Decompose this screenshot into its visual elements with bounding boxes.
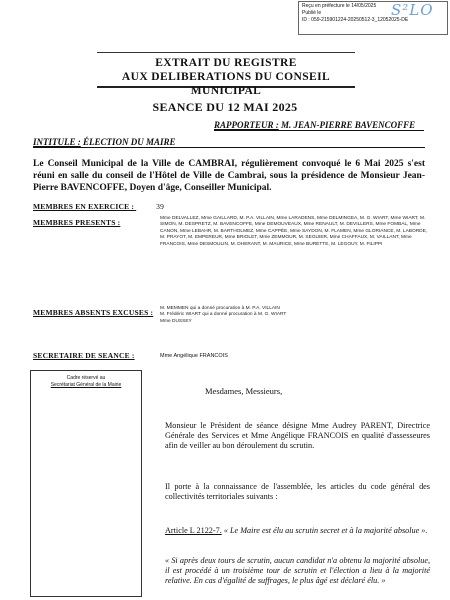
membres-absents-list (160, 306, 360, 325)
intitule-value: ÉLECTION DU MAIRE (83, 137, 176, 147)
membres-presents-list: Mme DELVALLEZ, Mme GAILLARD, M. P.A. VILLAIN, Mme LARADENS, Mme DELMINGEA, M. G. WIART, Mme WIART, M. SIMON, M. DESPRETZ, M. BAVENCOFFE, Mme DEMOUVEAUX, Mme RENAULT, M. DEVILLERS, Mme FOMBAL, Mme CANON, Mme LEBAHR, M. BARTHOLMEZ, Mme CAPPÉE, Mme SAYDON, M. FLAMEN, Mme GLORIANCE, M. LABORDE, M. PRAYOT, M. EMPEREUR, Mme BRIOLET, Mme ZEMMOUR, M. SEGUIER, Mme CHAFFAUX, M. VAILLANT, Mme FRANCOIS, Mme DESMOULIN, M. DHERANT, M. MAURICE, Mme BURETTE, M. LEGOUY, M. FILIPPI (160, 216, 428, 247)
title-line-2: AUX DELIBERATIONS DU CONSEIL MUNICIPAL (121, 71, 331, 97)
membres-exercice-value: 39 (156, 202, 165, 211)
rapporteur-name: M. JEAN-PIERRE BAVENCOFFE (281, 120, 416, 130)
membres-exercice (33, 202, 164, 211)
article-quote: « Si après deux tours de scrutin, aucun candidat n'a obtenu la majorité absolue, il est procédé à un troisième tour de scrutin et l'élection a lieu à la majorité relative. En cas d'égalité de suffrages, le plus âgé est déclaré élu. » (165, 556, 430, 585)
article-l2122-7 (165, 526, 430, 536)
document-title (97, 52, 355, 97)
paragraph-assesseurs: Monsieur le Président de séance désigne Mme Audrey PARENT, Directrice Générale des Services et Mme Angélique FRANCOIS en qualité d'assesseures afin de veiller au bon déroulement du scrutin. (165, 421, 430, 450)
membres-absents-label: MEMBRES ABSENTS EXCUSES : (33, 308, 154, 317)
stamp-id: ID : 059-215901224-20250512-3_12052025-DE (302, 17, 409, 23)
intitule (33, 137, 425, 148)
absent-line-3: Mme DUSSEY (160, 318, 192, 324)
stamp-logo-signature: S²LO (391, 1, 434, 19)
reserved-box-line-1: Cadre réservé au (66, 375, 106, 381)
paragraph-articles: Il porte à la connaissance de l'assemblée, les articles du code général des collectivités territoriales suivants : (165, 482, 430, 501)
reserved-box (30, 370, 142, 597)
title-line-1: EXTRAIT DU REGISTRE (155, 57, 297, 69)
intro-paragraph: Le Conseil Municipal de la Ville de CAMBRAI, régulièrement convoqué le 6 Mai 2025 s'est réuni en salle du conseil de l'Hôtel de Ville de Cambrai, sous la présidence de Monsieur Jean-Pierre BAVENCOFFE, Doyen d'âge, Conseiller Municipal. (33, 159, 425, 193)
reserved-box-line-2: Secrétariat Général de la Mairie (50, 382, 122, 388)
seance-date: SEANCE DU 12 MAI 2025 (152, 100, 298, 114)
article-reference: Article L 2122-7. (165, 526, 222, 535)
absent-line-1: M. MEMMEN qui a donné procuration à M. P.A. VILLAIN (160, 306, 280, 311)
rapporteur (214, 120, 424, 131)
membres-presents-label: MEMBRES PRESENTS : (33, 218, 121, 227)
rapporteur-label: RAPPORTEUR : (214, 120, 279, 130)
secretaire-name: Mme Angélique FRANCOIS (160, 353, 228, 359)
intitule-label: INTITULE : (33, 137, 81, 147)
prefecture-stamp (298, 1, 448, 35)
absent-line-2: M. Frédéric WIART qui a donné procuration à M. G. WIART (160, 312, 287, 318)
secretaire-label: SECRETAIRE DE SEANCE : (33, 351, 135, 360)
salutation: Mesdames, Messieurs, (205, 386, 283, 396)
stamp-received-date: Reçu en préfecture le 14/05/2025 (302, 3, 377, 9)
article-text: « Le Maire est élu au scrutin secret et à la majorité absolue ». (221, 526, 428, 535)
stamp-published: Publié le (302, 10, 322, 16)
membres-exercice-label: MEMBRES EN EXERCICE : (33, 202, 135, 211)
